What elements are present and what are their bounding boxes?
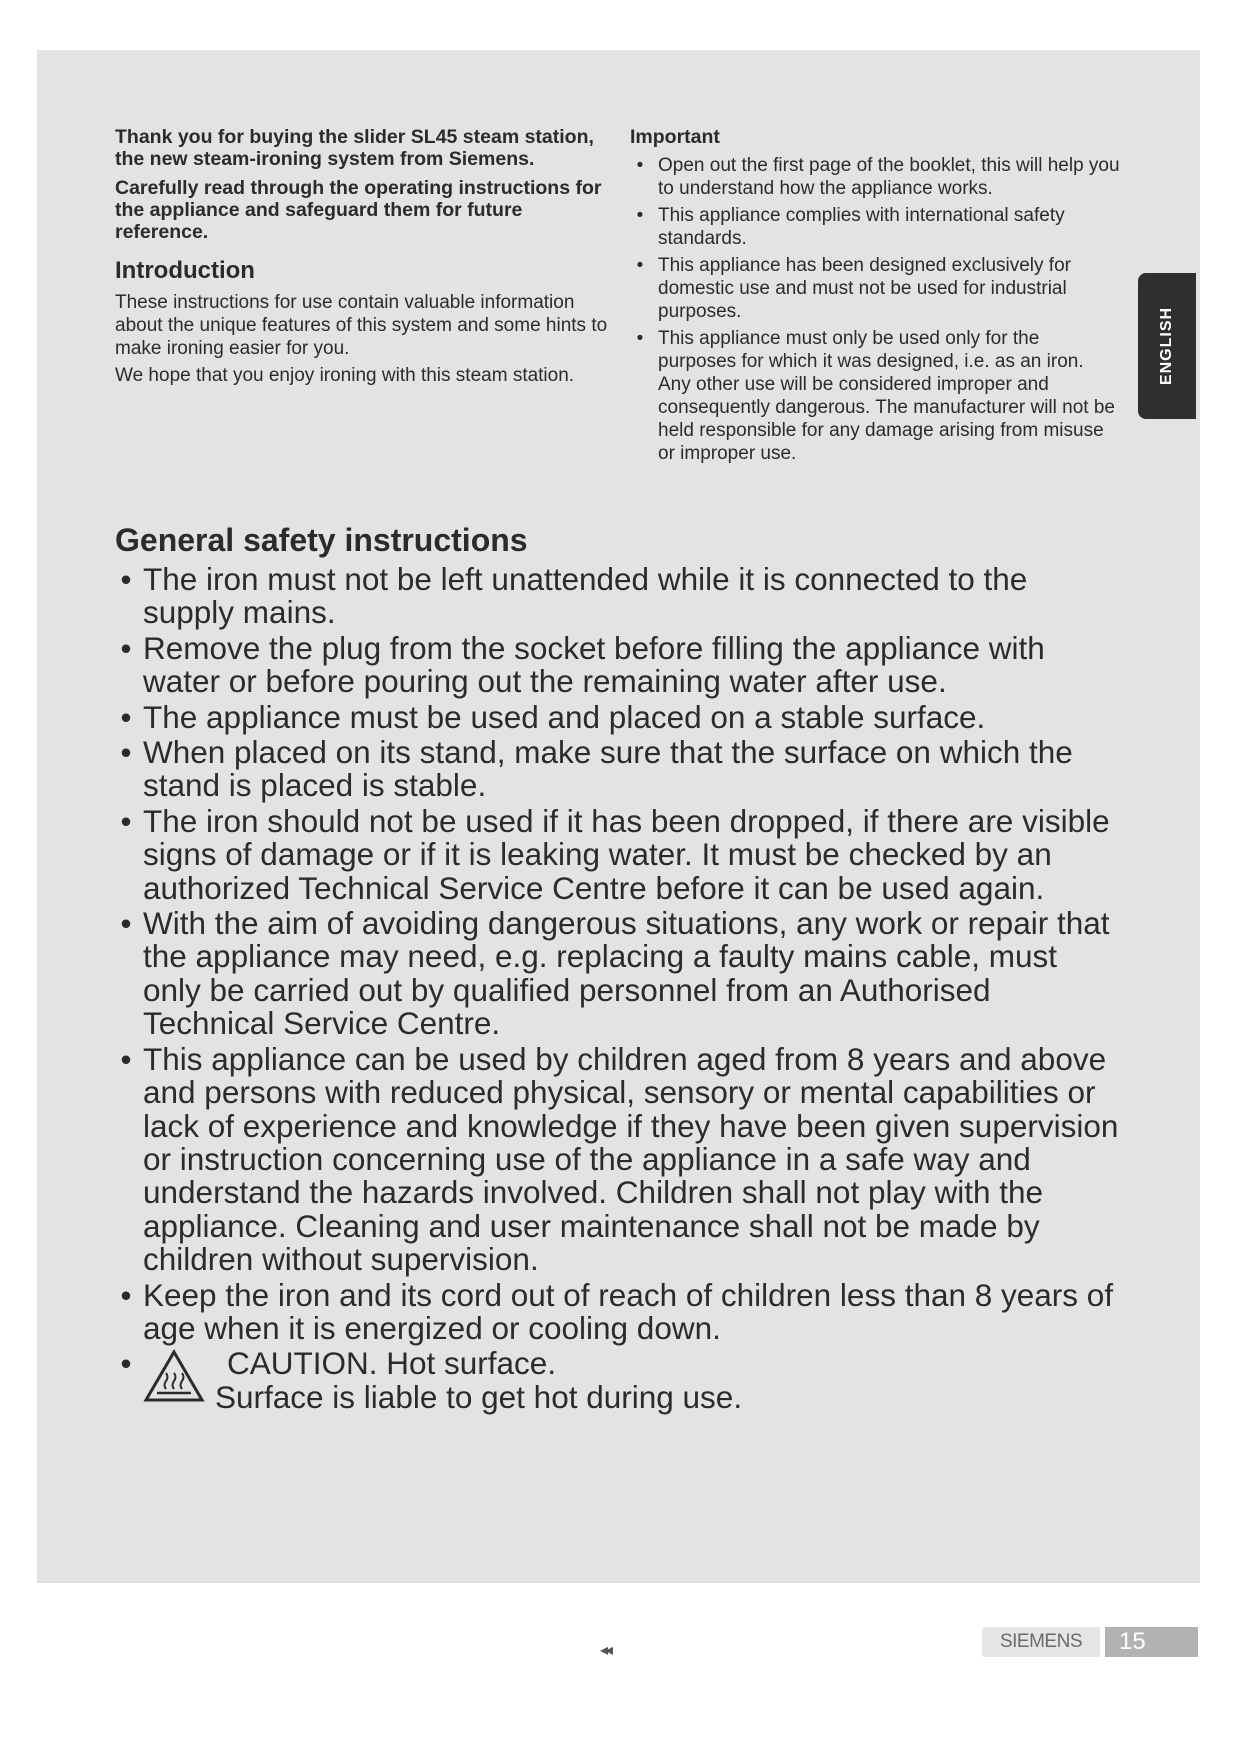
bullet: •: [120, 561, 132, 597]
read-carefully-text: Carefully read through the operating instructions for the appliance and safeguard them for future reference.: [115, 177, 602, 243]
list-item-text: Keep the iron and its cord out of reach of children less than 8 years of age when it is energized or cooling down.: [143, 1276, 1114, 1346]
hot-surface-warning-icon: [143, 1349, 205, 1403]
intro-paragraph-1: These instructions for use contain valuable information about the unique features of this system and some hints to make ironing easier for you.: [115, 292, 608, 359]
safety-list: [115, 563, 1120, 1416]
list-item-text: When placed on its stand, make sure that the surface on which the stand is placed is stable.: [143, 734, 1073, 804]
bullet: •: [120, 698, 132, 735]
list-item: [115, 1276, 1120, 1346]
list-item: [115, 802, 1120, 906]
important-heading: Important: [630, 126, 720, 148]
introduction-heading: Introduction: [115, 257, 255, 284]
important-column: [630, 126, 1120, 469]
list-item: [115, 563, 1120, 630]
bullet: •: [120, 1040, 132, 1077]
list-item-text: This appliance can be used by children aged from 8 years and above and persons with reduced physical, sensory or mental capabilities or lack of experience and knowledge if they have been given supervision or instruction concerning use of the appliance in a safe way and understand the hazards involved. Children shall not play with the appliance. Cleaning and user maintenance shall not be made by children without supervision.: [143, 1040, 1119, 1278]
thanks-text: Thank you for buying the slider SL45 steam station, the new steam-ironing system from Siemens.: [115, 126, 594, 170]
list-item-text: The appliance must be used and placed on a stable surface.: [143, 698, 986, 735]
previous-page-icon[interactable]: ◂◂: [600, 1642, 611, 1659]
caution-line: [143, 1347, 1120, 1414]
important-list: [630, 154, 1120, 465]
bullet: •: [636, 255, 644, 276]
safety-heading: General safety instructions: [115, 522, 528, 558]
page-number: 15: [1105, 1627, 1198, 1657]
list-item-text: Open out the first page of the booklet, this will help you to understand how the appliance works.: [658, 155, 1120, 199]
bullet: •: [120, 802, 132, 839]
bullet: •: [636, 328, 644, 349]
list-item-text: This appliance complies with international safety standards.: [658, 205, 1065, 249]
footer-divider: [37, 1582, 1200, 1583]
language-tab-label: ENGLISH: [1158, 306, 1175, 386]
caution-title: CAUTION. Hot surface.: [227, 1345, 557, 1382]
list-item: [115, 698, 1120, 735]
list-item-text: With the aim of avoiding dangerous situations, any work or repair that the appliance may need, e.g. replacing a faulty mains cable, must only be carried out by qualified personnel from an Authorised Technical Service Centre.: [143, 905, 1110, 1042]
caution-item: [115, 1347, 1120, 1414]
list-item: [115, 907, 1120, 1041]
list-item: [630, 327, 1120, 465]
intro-column: [115, 126, 610, 391]
intro-paragraph-2: We hope that you enjoy ironing with this steam station.: [115, 365, 575, 386]
list-item: [115, 736, 1120, 803]
bullet: •: [120, 1345, 132, 1382]
list-item: [115, 629, 1120, 700]
caution-description: Surface is liable to get hot during use.: [215, 1378, 743, 1415]
bullet: •: [120, 905, 132, 942]
list-item: [115, 1040, 1120, 1278]
brand-label: SIEMENS: [982, 1627, 1100, 1657]
bullet: •: [120, 1276, 132, 1313]
list-item-text: This appliance has been designed exclusively for domestic use and must not be used for industrial purposes.: [658, 255, 1071, 322]
list-item-text: Remove the plug from the socket before filling the appliance with water or before pouring out the remaining water after use.: [143, 629, 1045, 700]
list-item-text: This appliance must only be used only for the purposes for which it was designed, i.e. as an iron. Any other use will be considered improper and consequently dangerous. The manufacturer will not be held responsible for any damage arising from misuse or improper use.: [658, 328, 1115, 464]
list-item: [630, 154, 1120, 200]
list-item: [630, 254, 1120, 323]
caution-text: [217, 1347, 742, 1414]
language-tab[interactable]: [1138, 273, 1196, 419]
list-item-text: The iron should not be used if it has been dropped, if there are visible signs of damage or if it is leaking water. It must be checked by an authorized Technical Service Centre before it can be used again.: [143, 802, 1110, 906]
bullet: •: [120, 734, 132, 771]
bullet: •: [120, 629, 132, 666]
list-item-text: The iron must not be left unattended while it is connected to the supply mains.: [143, 561, 1028, 631]
list-item: [630, 204, 1120, 250]
bullet: •: [636, 155, 644, 176]
bullet: •: [636, 205, 644, 226]
